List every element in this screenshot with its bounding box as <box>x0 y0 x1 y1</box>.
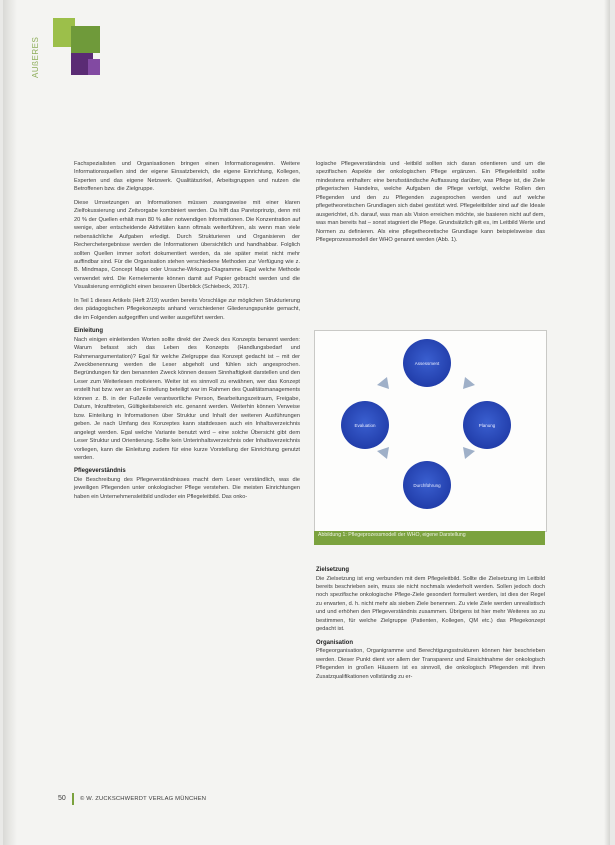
figure-who-process-model <box>314 330 547 532</box>
paragraph: In Teil 1 dieses Artikels (Heft 2/19) wurden bereits Vorschläge zur möglichen Strukturierung des pädagogischen Pflegekonzepts anhand verschiedener Gliederungspunkte gemacht, die im Folgenden aufgegriffen und weiter ausgeführt werden. <box>74 297 300 321</box>
section-heading-einleitung: Einleitung <box>74 328 103 335</box>
page-number: 50 <box>58 795 66 802</box>
paragraph: Die Zielsetzung ist eng verbunden mit dem Pflegeleitbild. Sollte die Zielsetzung im Leitbild bereits beschrieben sein, muss sie nicht nochmals wiederholt werden. Sollen jedoch doch noch spezifische onkologische Pflege-Ziele gesondert formuliert werden, ist dies der Regel zu erwarten, d. h. nicht mehr als sieben Ziele benennen. Zu viele Ziele werden unrealistisch und und erhöhen den Pflegeverständnis zusammen. Übrigens ist hier mehr Weiteres so zu bestimmen, für welche Zielgruppe (Patienten, Kollegen, QM etc.) das Pflegekonzept gedacht ist. <box>316 575 545 633</box>
section-heading-pflegeverstaendnis: Pflegeverständnis <box>74 468 126 475</box>
left-column <box>74 160 300 506</box>
node-label: Durchführung <box>413 483 441 488</box>
publisher-credit: © W. ZUCKSCHWERDT VERLAG MÜNCHEN <box>80 796 207 802</box>
cycle-arrow <box>463 377 475 389</box>
paragraph: Die Beschreibung des Pflegeverständnisses macht dem Leser verständlich, was die jeweiligen Pflegenden unter onkologischer Pflege verstehen. Die meisten Einrichtungen haben ein Unternehmensleitbild und/oder ein Pflegeleitbild. Das onko- <box>74 476 300 500</box>
logo-square-violet <box>88 59 100 75</box>
footer-divider <box>72 793 74 805</box>
process-cycle-diagram <box>315 331 546 531</box>
paragraph: Nach einigen einleitenden Worten sollte direkt der Zweck des Konzepts benannt werden: Warum befasst sich das Leben des Konzepts (Handlungsbedarf und Rahmenargumentation)? Egal für welche Zielgruppe das Konzept gedacht ist – mit der Zweckbenennung werden die Leser abgeholt und fühlen sich angesprochen. Begründungen für den benannten Zweck können dessen Sinnhaftigkeit darstellen und den Leser zum Weiterlesen motivieren. Weiter ist es sinnvoll zu erwähnen, wer das Konzept erstellt hat bzw. wer an der Erstellung beteiligt war im Rahmen des Qualitätsmanagements können z. B. in der Fußzeile verantwortliche Person, Bearbeitungszeitraum, Freigabe, Datum, Inkrafttreten, Gültigkeitsbereich etc. genannt werden. Weiterhin können Verweise bzw. Einteilung in Informationen über Struktur und Inhalt der weiteren Ausführungen geben. Je nach Umfang des Konzeptes kann stattdessen auch ein Inhaltsverzeichnis angelegt werden. Egal welche Variante benutzt wird – eine solche Übersicht gibt dem Leser Struktur und Orientierung. Sollte kein Unterinhaltsverzeichnis oder Inhaltsverzeichnis vorliegen, kann die Einleitung zudem für eine kurze Vorstellung der Einrichtung genutzt werden. <box>74 336 300 461</box>
paragraph: Fachspezialisten und Organisationen bringen einen Informationsgewinn. Weitere Informationsquellen sind der eigene Einsatzbereich, die eigene Einrichtung, Kollegen, Experten und das eigene Netzwerk. Qualitätszirkel, Arbeitsgruppen und nutzen die Betroffenen bzw. die Zielgruppe. <box>74 161 300 193</box>
paragraph: logische Pflegeverständnis und -leitbild sollten sich daran orientieren und um die spezifischen Aspekte der onkologischen Pflege ergänzen. Ein Pflegeleitbild sollte mindestens enthalten: eine berufsständische Auffassung darüber, was Pflege ist, die Ziele pflegerischen Handelns, welche Aufgaben die Pflege verfolgt, welche Rollen den Pflegenden und den zu Pflegenden zugesprochen werden und auf welche pflegetheoretischen Grundlagen sich dabei gestützt wird. Pflegeleitbilder sind auf die Ideale ausgerichtet, d.h. darauf, was man als Vision erreichen möchte, sie basieren nicht auf dem, was man bereits hat – sonst stagniert die Pflege. Grundsätzlich gilt es, im Leitbild Werte und Normen zu definieren. Als eine pflegetheoretische Grundlage kann beispielsweise das Pflegeprozessmodell der WHO genannt werden (Abb. 1). <box>316 161 545 244</box>
cycle-arrow <box>377 377 389 389</box>
cycle-arrow <box>463 447 475 459</box>
paragraph: Diese Umsetzungen an Informationen müssen zwangsweise mit einer klaren Zielfokussierung und Zeitvorgabe kombiniert werden. Da hilft das Paretoprinzip, denn mit 20 % der Quellen erhält man 80 % aller notwendigen Informationen. Die Konzentration auf wenige, aber entscheidende Aktivitäten kann oftmals weiterführen, als wenn man viele nebensächliche Aufgaben erledigt. Durch Strukturieren und Organisieren der Recherchetergebnisse werden die Informationen übersichtlich und handhabbar. Folglich sollten Quellen immer sofort dokumentiert werden, da sie später meist nicht mehr auffindbar sind. Für die Organisation stehen verschiedene Methoden zur Verfügung wie z. B. Mindmaps, Concept Maps oder Ursache-Wirkungs-Diagramme. Egal welche Methode verwendet wird. Die Kernelemente können damit auf Papier gebracht werden und die Visualisierung ermöglicht einen besseren Überblick (Schiebeck, 2017). <box>74 199 300 291</box>
page-shadow-right <box>604 0 610 845</box>
cycle-arrow <box>377 447 389 459</box>
figure-caption: Abbildung 1: Pflegeprozessmodell der WHO, eigene Darstellung <box>314 531 545 545</box>
node-label: Assessment <box>414 361 440 366</box>
section-heading-organisation: Organisation <box>316 639 354 646</box>
section-heading-zielsetzung: Zielsetzung <box>316 567 350 573</box>
node-label: Evaluation <box>354 423 376 428</box>
magazine-page <box>3 0 610 845</box>
page-shadow-left <box>3 0 17 845</box>
logo-square-dark-green <box>71 26 100 53</box>
right-column-top <box>316 160 545 250</box>
section-logo <box>42 18 106 80</box>
paragraph: Pflegeorganisation, Organigramme und Berechtigungsstrukturen können hier beschrieben werden. Dieser Punkt dient vor allem der Transparenz und Einsichtnahme der onkologisch Pflegenden in großen Häusern ist es sinnvoll, die onkologisch Pflegenden mit ihren Zusatzqualifikationen vollständig zu er- <box>316 648 545 680</box>
node-label: Planung <box>478 423 496 428</box>
section-label: AUßERES <box>31 36 40 78</box>
right-column-bottom <box>316 565 545 686</box>
